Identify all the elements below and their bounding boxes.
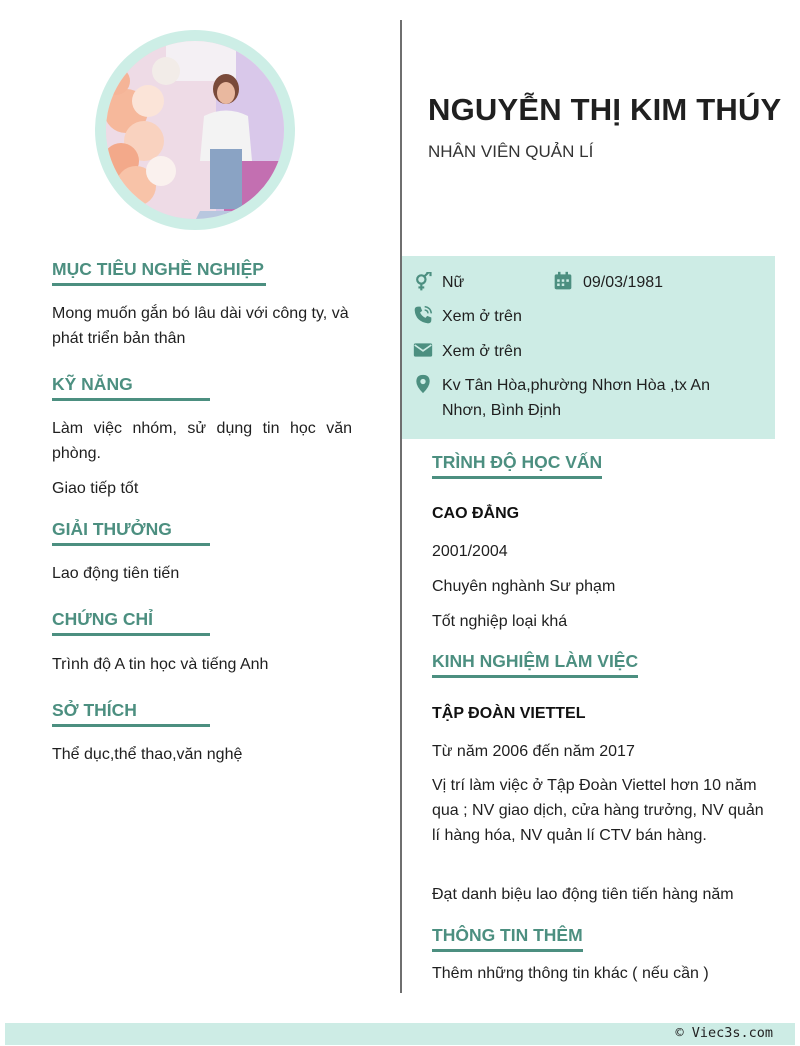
education-grade: Tốt nghiệp loại khá bbox=[432, 613, 568, 630]
experience-company: TẬP ĐOÀN VIETTEL bbox=[432, 705, 586, 722]
address-value: Kv Tân Hòa,phường Nhơn Hòa ,tx An Nhơn, Bình Định bbox=[442, 377, 710, 419]
footer-copyright: © Viec3s.com bbox=[675, 1025, 773, 1041]
skills-title: KỸ NĂNG bbox=[52, 374, 210, 401]
objective-text: Mong muốn gắn bó lâu dài với công ty, và phát triển bản thân bbox=[52, 305, 349, 347]
hobbies-title: SỞ THÍCH bbox=[52, 700, 210, 727]
hobbies-text: Thể dục,thể thao,văn nghệ bbox=[52, 746, 243, 763]
full-name: NGUYỄN THỊ KIM THÚY bbox=[428, 92, 782, 127]
map-pin-icon bbox=[413, 374, 433, 394]
experience-period: Từ năm 2006 đến năm 2017 bbox=[432, 743, 635, 760]
email-value: Xem ở trên bbox=[442, 343, 522, 360]
job-position: NHÂN VIÊN QUẢN LÍ bbox=[428, 142, 594, 161]
skill-item: Giao tiếp tốt bbox=[52, 480, 139, 497]
awards-text: Lao động tiên tiến bbox=[52, 565, 180, 582]
additional-title: THÔNG TIN THÊM bbox=[432, 925, 583, 952]
experience-title: KINH NGHIỆM LÀM VIỆC bbox=[432, 651, 638, 678]
experience-achievement: Đạt danh biệu lao động tiên tiến hàng năm bbox=[432, 886, 734, 903]
profile-photo bbox=[106, 41, 284, 219]
education-period: 2001/2004 bbox=[432, 543, 508, 560]
certificates-title: CHỨNG CHỈ bbox=[52, 609, 210, 636]
experience-description: Vị trí làm việc ở Tập Đoàn Viettel hơn 10 năm qua ; NV giao dịch, cửa hàng trưởng, NV quản lí hàng hóa, NV quản lí CTV bán hàng. bbox=[432, 777, 764, 844]
gender-value: Nữ bbox=[442, 274, 465, 291]
certificates-text: Trình độ A tin học và tiếng Anh bbox=[52, 656, 269, 673]
calendar-icon bbox=[553, 271, 573, 291]
phone-value: Xem ở trên bbox=[442, 308, 522, 325]
education-title: TRÌNH ĐỘ HỌC VẤN bbox=[432, 452, 602, 479]
column-divider bbox=[400, 20, 402, 993]
avatar bbox=[95, 30, 295, 230]
birthday-value: 09/03/1981 bbox=[583, 274, 664, 291]
objective-title: MỤC TIÊU NGHỀ NGHIỆP bbox=[52, 259, 266, 286]
additional-text: Thêm những thông tin khác ( nếu cần ) bbox=[432, 965, 709, 982]
phone-icon bbox=[413, 305, 433, 325]
contact-panel bbox=[402, 256, 775, 439]
awards-title: GIẢI THƯỞNG bbox=[52, 519, 210, 546]
skill-item: Làm việc nhóm, sử dụng tin học văn phòng. bbox=[52, 420, 352, 462]
education-school: CAO ĐẲNG bbox=[432, 505, 520, 522]
education-major: Chuyên nghành Sư phạm bbox=[432, 578, 616, 595]
gender-icon bbox=[413, 272, 433, 292]
envelope-icon bbox=[413, 340, 433, 360]
footer-bar bbox=[5, 1023, 795, 1045]
